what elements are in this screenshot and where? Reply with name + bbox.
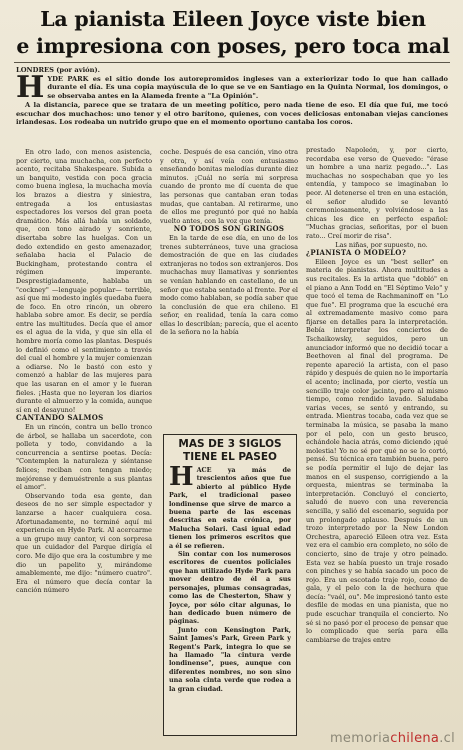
headline-rule (14, 62, 450, 63)
sidebar-paragraph-1: ACE ya más de trescientos años que fue abierto al público Hyde Park, el tradicional paseo londinense que sirve de marco a buena parte de las escenas descritas en esta crónica, por Malucha Solari. Casi igual edad tienen los primeros escritos que a él se refieren. (169, 466, 291, 550)
col1-paragraph-2: En un rincón, contra un bello tronco de árbol, se hallaba un sacerdote, con polleta y todo, convidando a la concurrencia a sentirse poetas. Decía: "Contemplen la naturaleza y siéntanse felices; reciban con tengan miedo; mejórense y demuéstrenle a sus plantas el amor". (16, 423, 152, 492)
headline-line-1: La pianista Eileen Joyce viste bien (40, 7, 426, 31)
sidebar-title (164, 438, 296, 464)
watermark-prefix: memoria (329, 731, 391, 746)
col3-paragraph-1: prestado Napoleón, y, por cierto, recordaba ese verso de Quevedo: "érase un hombre a una nariz pegado...". Las muchachas no sospechaban que yo les entendía, y tampoco se imaginaban lo peor. Al detenerse el tren en una estación, el señor aludido se levantó ceremoniosamente, y volviéndose a las chicas les dice en perfecto español: "Muchas gracias, señoritas, por el buen rato... Creí morir de risa". (306, 146, 448, 240)
col3-paragraph-3: Eileen Joyce es un "best seller" en materia de pianistas. Ahora multitudes a sus recitales. Es la artista que "dobló" en el piano a Ann Todd en "El Séptimo Velo" y que tocó el tema de Rachmaninoff en "Lo que fue". El programa que la escuché era al extremadamente masivo como para fijarse en detalles para la interpretación. Bebía interpretar los conciertos de Tschaikowsky, seguidos, pero un anunciador informó que no decidió tocar a Beethoven al final del programa. De repente apareció la artista, con el paso rápido y después de quien no le importaría el acento; inclinada, por cierto, vestía un sencillo traje color jacinto, pero al mismo tiempo, como rendido lavado. Saludaba varias veces, se sentó y entrando, su entrada. Mientras tocaba, cada vez que se terminaba la música, se pasaba la mano por el pelo, con un gesto brusco, echándole hacia atrás, como diciendo ¡qué molestia! Yo no sé por qué no se lo cortó, pensé. Su técnica era también buena, pero se podía permitir el lujo de dejar las manos en el suspenso, corrigiendo a la orquesta, mientras se terminaba la interpretación. Concluyó el concierto, saludó de nuevo con una reverencia sencilla, y salió del escenario, seguida por un prolongado aplauso. Después de un trozo interpretado por la New London Orchestra, apareció Eileen otra vez. Esta vez era el cambio era completo, no sólo de concierto, sino de traje y otro peinado. Esta vez se había puesto un traje rosado con pinches y se había sacado un poco de rojo. Era un escotado traje rojo, como de gala, y el pelo con la de hechura que decía: "vaél, ou". Me impresionó tanto este desfile de modas en una pianista, que no pude escuchar tranquila el concierto. No sé si no pasó por el proceso de pensar que lo complicado que sería para ella cambiarse de trajes entre (306, 257, 448, 644)
sidebar-paragraph-2: Sin contar con los numerosos escritores de cuentos policiales que han utilizado Hyde Park para mover dentro de él a sus personajes, plumas consagradas, como las de Chesterton, Shaw y Joyce, por sólo citar algunas, lo han dedicado buen número de páginas. (169, 550, 291, 626)
col2-paragraph-1: coche. Después de esa canción, vino otra y otra, y así veía con entusiasmo enseñando bonitas melodías durante diez minutos. ¡Cuál no sería mi sorpresa cuando de pronto me dí cuenta de que las personas que cantaban eran todas mudas, que cantaban. Al retirarme, uno de ellos me preguntó por qué no había vuelto antes, con la voz que tenía. (160, 148, 298, 225)
sidebar-box (163, 434, 297, 736)
headline-line-2: e impresiona con poses, pero toca mal (16, 34, 450, 58)
watermark-suffix: .cl (439, 731, 455, 746)
watermark-brand: chilena (390, 731, 440, 746)
subhead-cantando-salmos: CANTANDO SALMOS (16, 413, 104, 423)
watermark (330, 731, 455, 746)
col1-paragraph-3: Observando toda esa gente, dan deseos de no ser simple espectador y lanzarse a hacer cualquiera cosa. Afortunadamente, no terminé aquí mi experiencia en Hyde Park. Al acercarme a un grupo muy cantor, vi con sorpresa que un cuidador del Parque dirigía el coro. Me dijo que era la costumbre y me dio un papelito y, mirándome amablemente, me dijo: "número cuatro". Era el número que decía contar la canción número (16, 491, 152, 595)
subhead-pianista-o-modelo: ¿PIANISTA O MODELO? (306, 248, 407, 258)
distance-paragraph: A la distancia, parece que se tratara de un meeting político, pero nada tiene de eso. El día que fui, me tocó escuchar dos muchachos: uno tenor y el otro barítono, quienes, con voces deliciosas entonaban viejas canciones irlandesas. Los rodeaba un nutrido grupo que en el momento oportuno cantaba los coros. (16, 100, 448, 127)
column-3 (306, 66, 448, 734)
column-1 (16, 148, 152, 738)
sidebar-title-line-2: TIENE EL PASEO (183, 451, 277, 463)
lead-dropcap: H (16, 69, 45, 105)
dateline: LONDRES (por avión). (16, 66, 100, 74)
lead-paragraph: YDE PARK es el sitio donde los autorepromidos ingleses van a exteriorizar todo lo que han callado durante el día. Es una copia mayúscula de lo que se ve en Santiago en la Quinta Normal, los domingos, o se observaba antes en la Alameda frente a "La Opinión". (47, 74, 448, 101)
sidebar-dropcap: H (169, 466, 194, 492)
subhead-no-todos-son-gringos: NO TODOS SON GRINGOS (173, 224, 285, 234)
col3-paragraph-2: Las niñas, por supuesto, no. (335, 240, 428, 249)
headline (14, 6, 452, 60)
column-2 (160, 148, 298, 428)
col1-paragraph-1: En otro lado, con menos asistencia, por cierto, una muchacha, con perfecto acento, recitaba Shakespeare. Subida a un banquito, vestida con poca gracia como buena inglesa, la muchacha movía los brazos a diestra y siniestra, entregada a los entusiastas espectadores los versos del gran poeta dramático. Más allá había un soldado, que, con tono airado y sonriente, disertaba sobre las huelgas. Con un dedo extendido en gesto amenazador, señalaba hacia el Palacio de Buckingham, protestando contra el régimen imperante. Desprestigiadamente, hablaba un "cockney" —lenguaje popular— terrible, así que mi modesto inglés quedaba fuera de foco. En otro rincón, un obrero hablaba sobre amor. Es decir, se perdía entre las multitudes. Decía que el amor es el agua de la vida, y que sin ella el hombre moría como las plantas. Después lo definió como el sentimiento a través del cual el hombre y la mujer comienzan a odiarse. No le bastó con esto y comenzó a hablar de las mujeres para que las usaran en el amor y le fueran fieles. ¡Hasta que no leyeran los diarios durante el almuerzo y la comida, aunque sí en el desayuno! (16, 148, 152, 414)
sidebar-paragraph-3: Junto con Kensington Park, Saint James's Park, Green Park y Regent's Park, integra lo que se ha llamado "la cintura verde londinense", pues, aunque con diferentes nombres, no son sino una sola cinta verde que rodea a la gran ciudad. (169, 625, 291, 693)
sidebar-text (169, 466, 291, 728)
sidebar-title-line-1: MAS DE 3 SIGLOS (178, 438, 282, 450)
col2-paragraph-2: En la tarde de ese día, en uno de los trenes subterráneos, tuve una graciosa demostración de que en las ciudades extranjeras no todos son extranjeros. Dos muchachas muy llamativas y sonrientes se venían hablando en castellano, de un señor que estaba sentado al frente. Por el modo como hablaban, se podía saber que la conclusión de que era chileno. El señor, en realidad, tenía la cara como ellas lo describían; parecía, que el acento de la señora no la había (160, 233, 298, 337)
